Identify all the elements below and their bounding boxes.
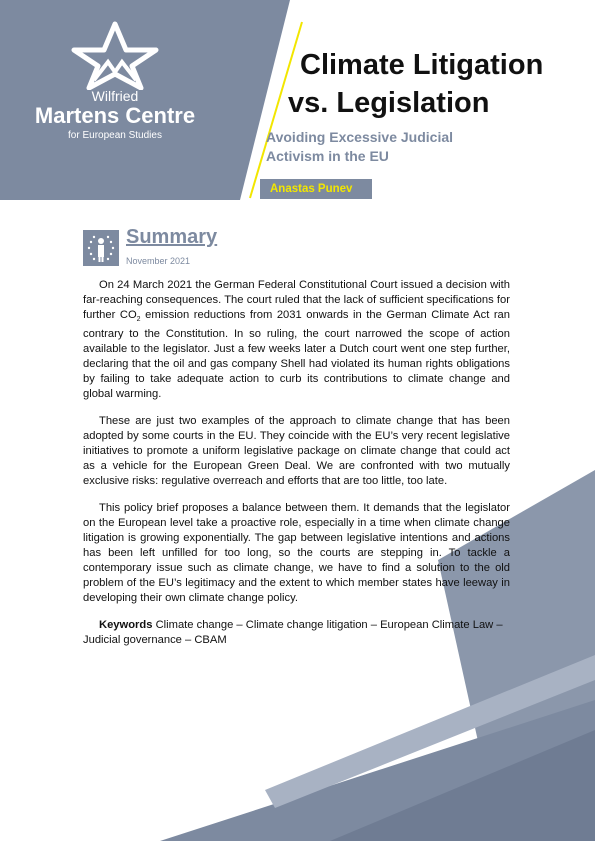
co2-subscript: 2 <box>136 316 141 324</box>
keywords-label: Keywords <box>99 619 153 632</box>
subtitle-line-2: Activism in the EU <box>266 148 389 164</box>
page-title <box>288 46 543 122</box>
summary-date: November 2021 <box>126 256 191 266</box>
paragraph-1 <box>83 278 510 402</box>
keywords-text: Climate change – Climate change litigation – European Climate Law – Judicial governance – CBAM <box>83 619 503 647</box>
logo <box>20 20 210 141</box>
p1-text-b: emission reductions from 2031 onwards in the German Climate Act ran contrary to the Constitution. In so ruling, the court narrowed the scope of action available to the legislator. Just a few weeks later a Dutch court went one step further, declaring that the oil and gas company Shell had violated its human rights obligations by failing to take adequate action to curb its contributions to climate change and global warming. <box>83 309 510 401</box>
paragraph-3: This policy brief proposes a balance between them. It demands that the legislator on the European level take a proactive role, especially in a time when climate change litigation is growing exponentially. The gap between legislative intentions and actions has been left unfilled for too long, so the courts are stepping in. To tackle a contemporary issue such as climate change, we have to find a solution to the old problem of the EU’s legitimacy and the extent to which member states have leeway in developing their own climate change policy. <box>83 502 510 605</box>
paragraph-2: These are just two examples of the approach to climate change that has been adopted by some courts in the EU. They coincide with the EU’s very recent legislative initiatives to promote a uniform legislative package on climate change that could act as a vehicle for the European Green Deal. We are confronted with two mutually exclusive risks: regulative overreach and efforts that are too little, too late. <box>83 415 510 488</box>
star-logo-icon <box>68 20 162 90</box>
logo-line-2: Martens Centre <box>34 103 196 128</box>
subtitle-line-1: Avoiding Excessive Judicial <box>266 129 454 145</box>
summary-heading: Summary <box>126 226 218 248</box>
title-line-1: Climate Litigation <box>300 49 544 81</box>
logo-line-3: for European Studies <box>68 130 162 141</box>
logo-line-1: Wilfried <box>91 88 139 104</box>
summary-body <box>83 278 510 660</box>
author-badge: Anastas Punev <box>260 179 372 199</box>
p1-text-a: On 24 March 2021 the German Federal Constitutional Court issued a decision with far-reaching consequences. The court ruled that the lack of sufficient specifications for further CO <box>83 279 510 321</box>
summary-people-icon <box>83 230 119 266</box>
keywords <box>83 618 510 648</box>
subtitle <box>266 128 496 166</box>
title-line-2: vs. Legislation <box>288 87 490 119</box>
